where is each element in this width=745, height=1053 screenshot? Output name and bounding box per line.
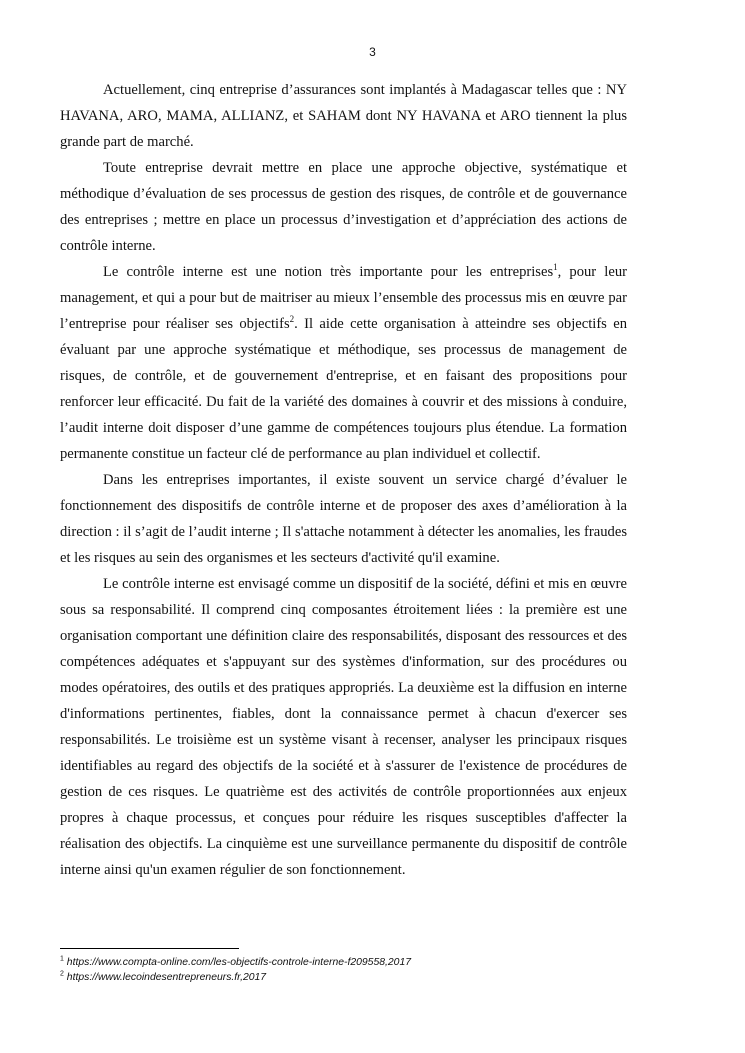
footnote-number: 2 [60,970,64,978]
paragraph-1: Actuellement, cinq entreprise d’assurances sont implantés à Madagascar telles que : NY HAVANA, ARO, MAMA, ALLIANZ, et SAHAM dont NY HAVANA et ARO tiennent la plus grande part de marché. [60,82,627,150]
paragraph-5: Le contrôle interne est envisagé comme un dispositif de la société, défini et mis en œuvre sous sa responsabilité. Il comprend cinq composantes étroitement liées : la première est une organisation comportant une définition claire des responsabilités, disposant des ressources et des compétences adéquates et s'appuyant sur des systèmes d'information, sur des procédures ou modes opératoires, des outils et des pratiques appropriés. La deuxième est la diffusion en interne d'informations pertinentes, fiables, dont la connaissance permet à chacun d'exercer ses responsabilités. Le troisième est un système visant à recenser, analyser les principaux risques identifiables au regard des objectifs de la société et à s'assurer de l'existence de procédures de gestion de ces risques. Le quatrième est des activités de contrôle proportionnées aux enjeux propres à chaque processus, et conçues pour réduire les risques susceptibles d'affecter la réalisation des objectifs. La cinquième est une surveillance permanente du dispositif de contrôle interne ainsi qu'un examen régulier de son fonctionnement. [60,576,627,878]
footnote-separator [60,948,239,949]
footnote-ref-2[interactable]: 2 [289,314,295,325]
page-number: 3 [369,45,376,59]
footnote-ref-1[interactable]: 1 [553,262,558,273]
body-text [60,77,627,883]
footnote-2 [60,970,660,985]
paragraph-4: Dans les entreprises importantes, il existe souvent un service chargé d’évaluer le fonctionnement des dispositifs de contrôle interne et de proposer des axes d’amélioration à la direction : il s’agit de l’audit interne ; Il s'attache notamment à détecter les anomalies, les fraudes et les risques au sein des organismes et les secteurs d'activité qu'il examine. [60,472,627,566]
paragraph-3 [60,259,627,467]
footnote-1 [60,955,660,970]
paragraph-3-part-1: Le contrôle interne est une notion très importante pour les entreprises [103,264,554,280]
footnote-link[interactable]: https://www.lecoindesentrepreneurs.fr,2017 [66,972,267,983]
paragraph-2: Toute entreprise devrait mettre en place une approche objective, systématique et méthodique d’évaluation de ses processus de gestion des risques, de contrôle et de gouvernance des entreprises ; mettre en place un processus d’investigation et d’appréciation des actions de contrôle interne. [60,160,627,254]
footnote-number: 1 [60,955,64,963]
paragraph-3-part-2: , pour leur management, et qui a pour but de maitriser au mieux l’ensemble des processus mis en œuvre par l’entreprise pour réaliser ses objectifs [60,264,627,332]
paragraph-3-part-3: . Il aide cette organisation à atteindre ses objectifs en évaluant par une approche systématique et méthodique, ses processus de management de risques, de contrôle, et de gouvernement d'entreprise, et en faisant des propositions pour renforcer leur efficacité. Du fait de la variété des domaines à couvrir et des missions à conduire, l’audit interne doit disposer d’une gamme de compétences toujours plus étendue. La formation permanente constitue un facteur clé de performance au plan individuel et collectif. [60,316,627,462]
footnotes [60,955,660,985]
footnote-link[interactable]: https://www.compta-online.com/les-objectifs-controle-interne-f209558,2017 [66,957,412,968]
